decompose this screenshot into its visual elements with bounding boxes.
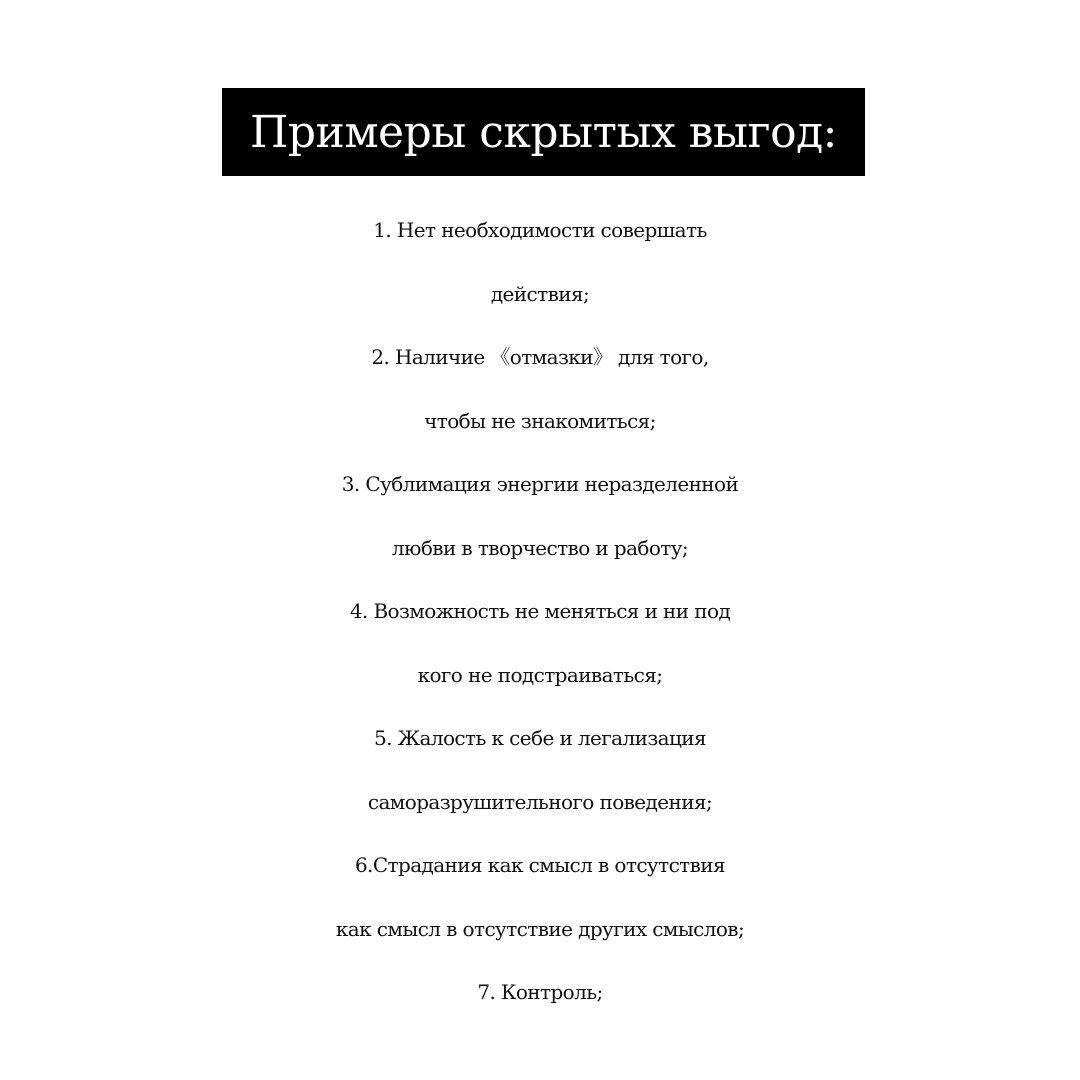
list-line: 1. Нет необходимости совершать [373, 218, 707, 242]
page-title: Примеры скрытых выгод: [249, 106, 838, 158]
list-line: как смысл в отсутствие других смыслов; [335, 916, 745, 941]
list-line: 2. Наличие 《отмазки》 для того, [371, 345, 709, 369]
list-line: 3. Сублимация энергии неразделенной [341, 472, 739, 496]
list-line: саморазрушительного поведения; [367, 789, 713, 814]
list-line: действия; [490, 281, 590, 306]
hidden-benefits-list [0, 199, 1080, 1025]
list-line: 4. Возможность не меняться и ни под [349, 599, 731, 623]
list-line: 6.Страдания как смысл в отсутствия [354, 853, 726, 877]
list-line: чтобы не знакомиться; [424, 408, 656, 433]
list-line: 7. Контроль; [477, 980, 603, 1004]
title-banner [222, 88, 865, 176]
list-line: 5. Жалость к себе и легализация [374, 726, 706, 750]
list-line: кого не подстраиваться; [417, 662, 663, 687]
list-line: любви в творчество и работу; [391, 535, 689, 560]
